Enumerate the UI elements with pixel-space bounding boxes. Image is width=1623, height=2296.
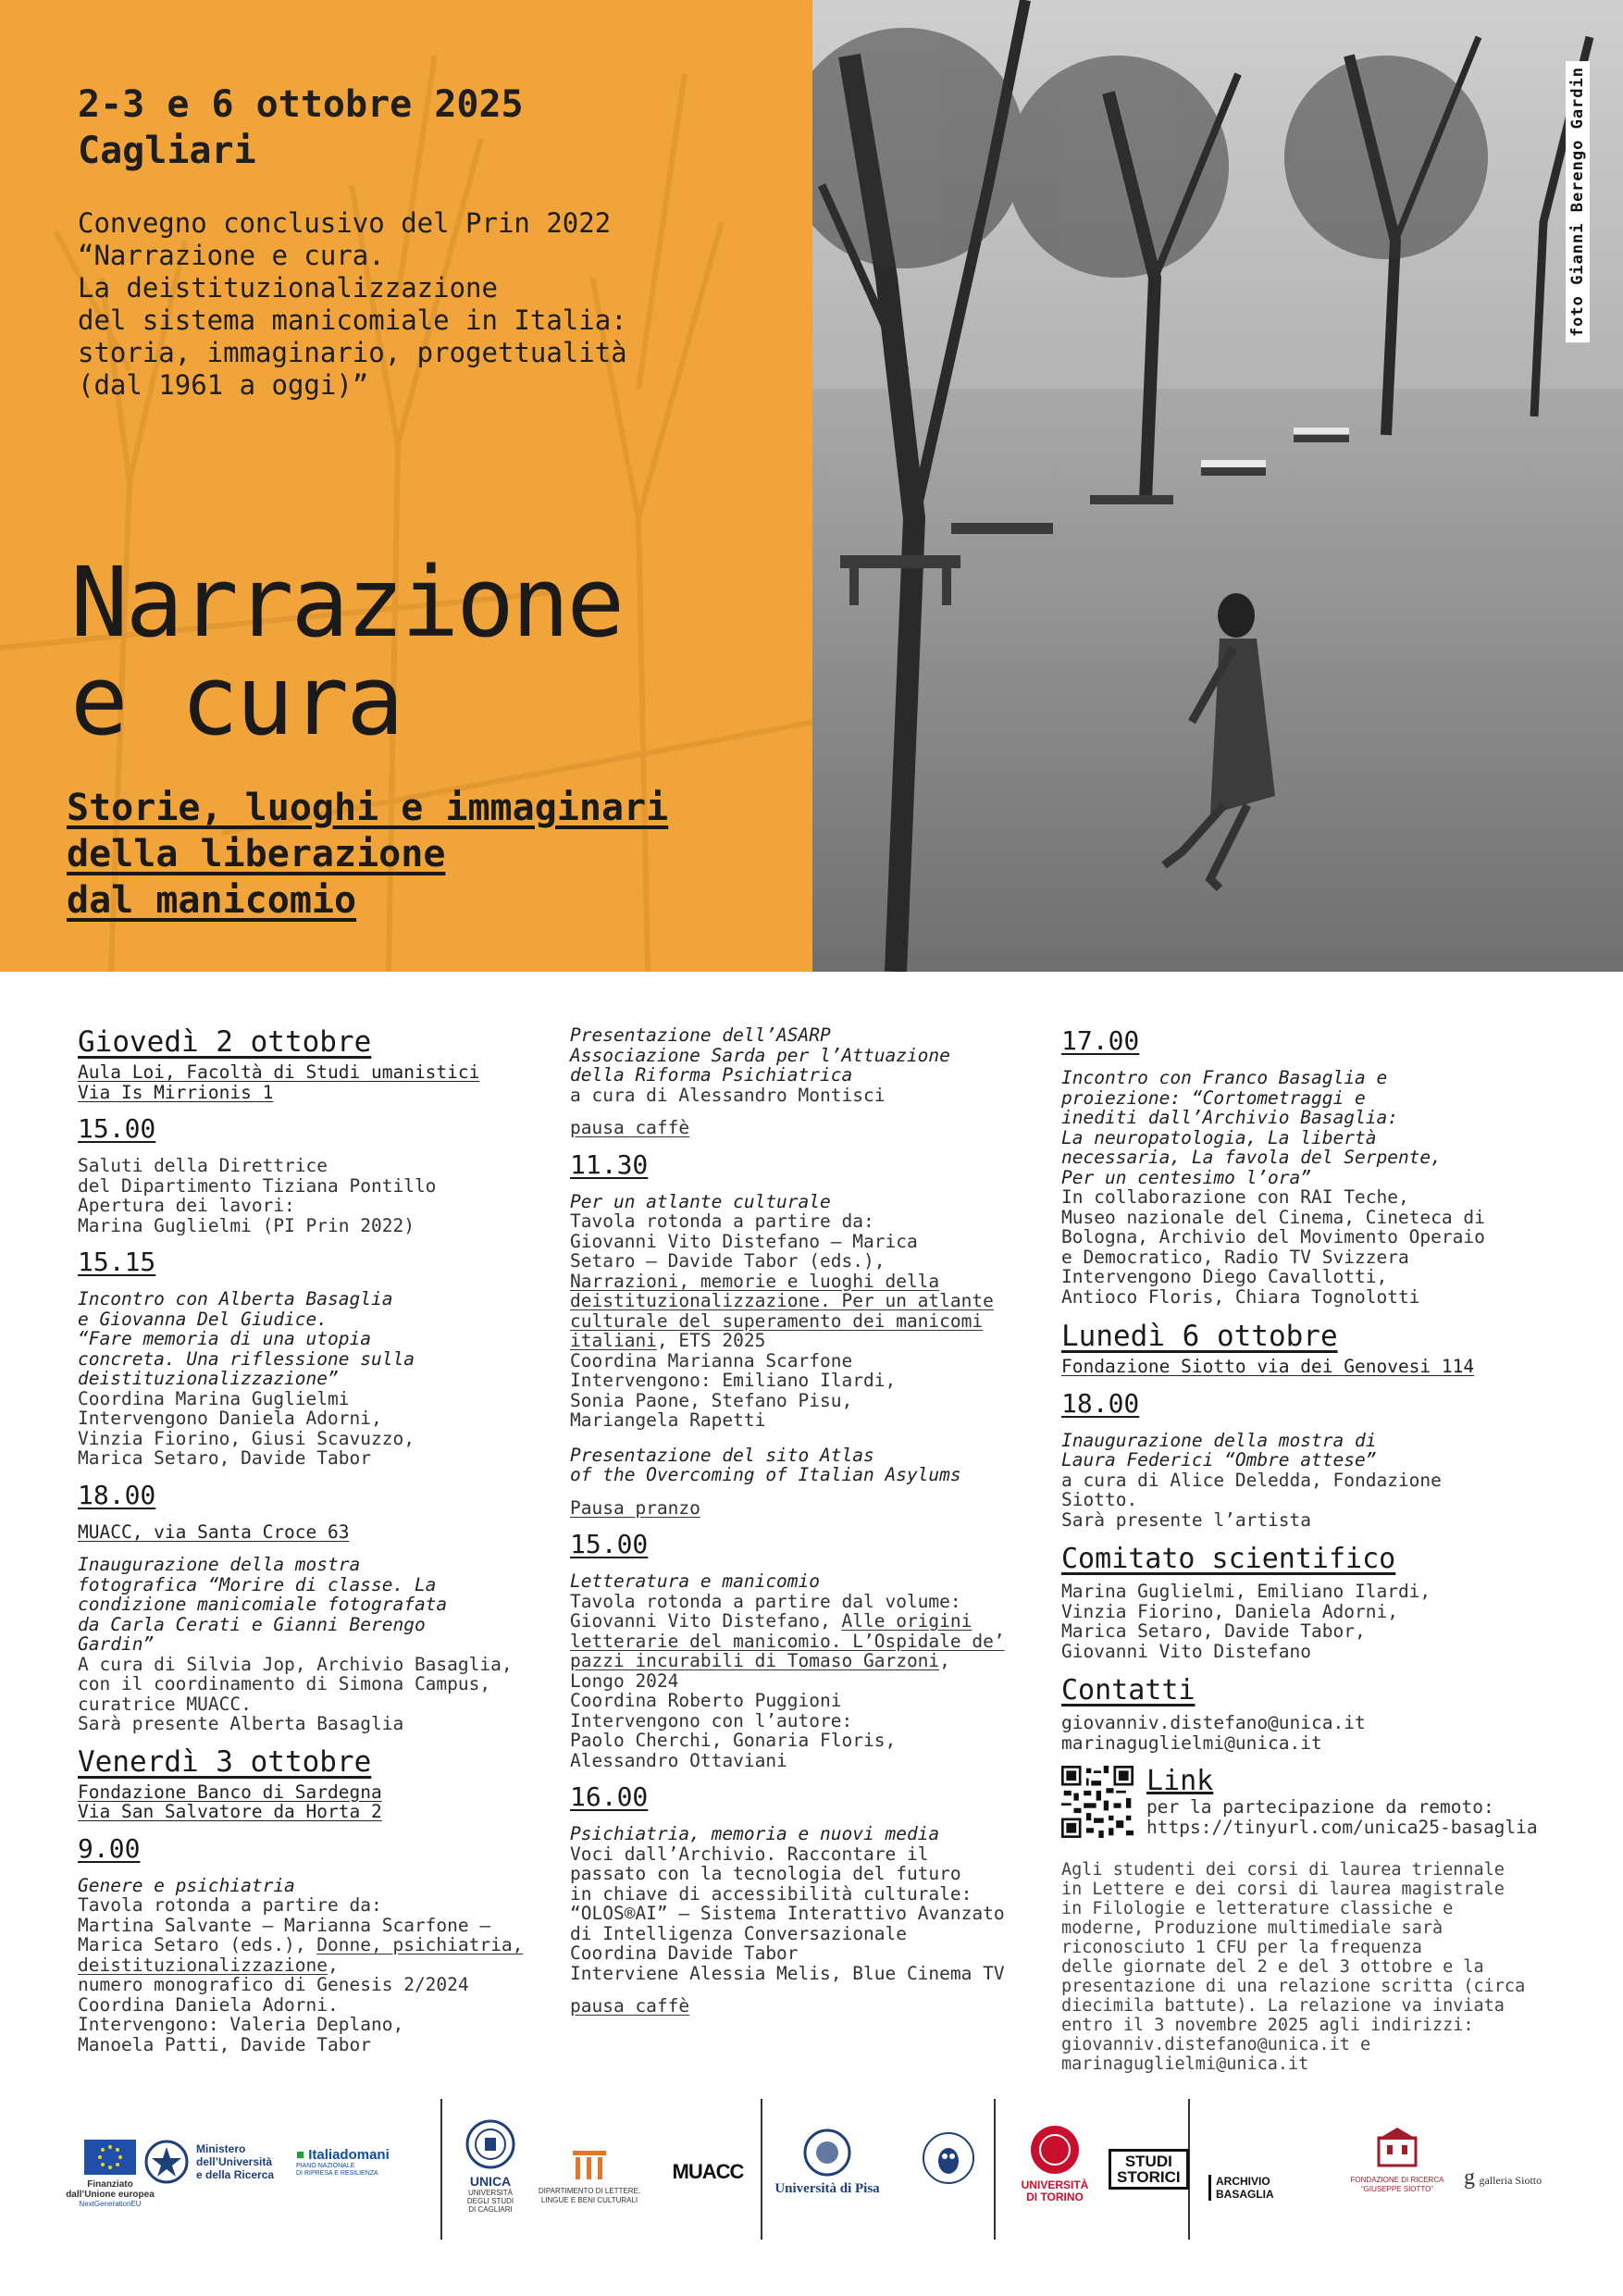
session-title: Presentazione dell’ASARP Associazione Sarda per l’Attuazione della Riforma Psichiatrica — [570, 1024, 950, 1086]
session-text: Voci dall’Archivio. Raccontare il passato con la tecnologia del futuro in chiave di accessibilità culturale: “OLOS®AI” – Sistema Interattivo Avanzato di Intelligenza Conversazionale Coordina Davide Tabor Interviene Alessia Melis, Blue Cinema TV — [570, 1843, 1005, 1984]
torino-label: UNIVERSITÀ DI TORINO — [1021, 2178, 1089, 2203]
hero-text-block — [78, 81, 799, 402]
pisa-logo — [772, 2128, 883, 2197]
siotto-label: FONDAZIONE DI RICERCA “GIUSEPPE SIOTTO” — [1350, 2176, 1444, 2193]
session-title: Per un atlante culturale — [570, 1190, 831, 1212]
remote-link-block — [1146, 1766, 1538, 1837]
session-text: A cura di Silvia Jop, Archivio Basaglia, con il coordinamento di Simona Campus, curatrice MUACC. Sarà presente Alberta Basaglia — [78, 1653, 513, 1734]
divider — [761, 2099, 762, 2240]
session-text — [570, 1211, 1051, 1431]
session-title: Inaugurazione della mostra di Laura Federici “Ombre attese” — [1061, 1429, 1377, 1471]
session-text: Coordina Marina Guglielmi Intervengono Daniela Adorni, Vinzia Fiorino, Giusi Scavuzzo, Marica Setaro, Davide Tabor — [78, 1387, 415, 1469]
session-text: In collaborazione con RAI Teche, Museo nazionale del Cinema, Cineteca di Bologna, Archivio del Movimento Operaio e Democratico, Radio TV Svizzera Intervengono Diego Cavallotti, Antioco Floris, Chiara Tognolotti — [1061, 1186, 1485, 1308]
muacc-logo — [666, 2160, 750, 2184]
time-1500: 15.00 — [570, 1529, 649, 1559]
eu-label: Finanziato dall’Unione europea — [66, 2179, 155, 2200]
torino-seal-icon — [1030, 2125, 1080, 2175]
session-text: Saluti della Direttrice del Dipartimento Tiziana Pontillo Apertura dei lavori: Marina Guglielmi (PI Prin 2022) — [78, 1155, 437, 1236]
mur-logo — [144, 2140, 283, 2184]
program-column-2 — [570, 1025, 1051, 2017]
italiadomani-sublabel: PIANO NAZIONALE DI RIPRESA E RESILIENZA — [296, 2163, 378, 2177]
session-text: a cura di Alessandro Montisci — [570, 1084, 886, 1106]
remote-link-row — [1061, 1766, 1561, 1838]
orange-panel — [0, 0, 812, 972]
hero-banner — [0, 0, 1623, 972]
remote-link-url[interactable]: per la partecipazione da remoto: https://tinyurl.com/unica25-basaglia — [1146, 1796, 1538, 1838]
archivio-basaglia-label: ARCHIVIO BASAGLIA — [1208, 2175, 1329, 2201]
photo-credit: foto Gianni Berengo Gardin — [1566, 61, 1590, 342]
time-1800: 18.00 — [78, 1479, 156, 1510]
session-text-part: Tavola rotonda a partire da: Giovanni Vito Distefano – Marica Setaro – Davide Tabor (eds.), — [570, 1210, 918, 1272]
unica-label: UNICA — [469, 2174, 512, 2189]
siotto-building-icon — [1374, 2125, 1420, 2171]
session-text — [78, 1895, 559, 2054]
book-title-link: Donne, psichiatria, deistituzionalizzazione — [78, 1934, 524, 1976]
convegno-description: Convegno conclusivo del Prin 2022 “Narrazione e cura. La deistituzionalizzazione del sistema manicomiale in Italia: storia, immaginario, progettualità (dal 1961 a oggi)” — [78, 207, 627, 401]
session-text-part: , numero monografico di Genesis 2/2024 Coordina Daniela Adorni. Intervengono: Valeria Deplano, Manoela Patti, Davide Tabor — [78, 1954, 469, 2055]
comitato-heading: Comitato scientifico — [1061, 1543, 1396, 1575]
session-title: Incontro con Alberta Basaglia e Giovanna Del Giudice. “Fare memoria di una utopia concreta. Una riflessione sulla deistituzionalizzazione” — [78, 1288, 415, 1389]
session-text — [570, 1592, 1051, 1771]
session-title: Inaugurazione della mostra fotografica “Morire di classe. La condizione manicomiale fotografata da Carla Cerati e Gianni Berengo Gardin” — [78, 1554, 448, 1655]
session-title: Letteratura e manicomio — [570, 1570, 821, 1592]
fondazione-siotto-logo — [1332, 2125, 1462, 2194]
time-0900: 9.00 — [78, 1832, 141, 1864]
event-dates: 2-3 e 6 ottobre 2025 Cagliari — [78, 83, 524, 172]
galleria-label: galleria Siotto — [1479, 2174, 1542, 2187]
owl-seal-logo — [916, 2130, 981, 2191]
venue-banco-sardegna: Fondazione Banco di Sardegna Via San Salvatore da Horta 2 — [78, 1781, 382, 1822]
galleria-siotto-logo — [1464, 2166, 1566, 2191]
comitato-members: Marina Guglielmi, Emiliano Ilardi, Vinzia Fiorino, Daniela Adorni, Marica Setaro, Davide Tabor, Giovanni Vito Distefano — [1061, 1581, 1431, 1662]
contact-emails[interactable]: giovanniv.distefano@unica.it marinaguglielmi@unica.it — [1061, 1712, 1366, 1754]
lunch-break: Pausa pranzo — [570, 1496, 700, 1519]
dipartimento-label: DIPARTIMENTO DI LETTERE, LINGUE E BENI CULTURALI — [538, 2187, 641, 2204]
day-heading-friday: Venerdì 3 ottobre — [78, 1744, 372, 1779]
venue-aula-loi: Aula Loi, Facoltà di Studi umanistici Via Is Mirrionis 1 — [78, 1061, 480, 1103]
coffee-break: pausa caffè — [570, 1117, 690, 1138]
time-1700: 17.00 — [1061, 1025, 1140, 1056]
italiadomani-label — [296, 2147, 407, 2163]
qr-code-icon[interactable] — [1061, 1766, 1134, 1838]
torino-logo — [1018, 2125, 1092, 2203]
eu-flag-icon — [84, 2140, 136, 2175]
day-heading-monday: Lunedì 6 ottobre — [1061, 1320, 1338, 1353]
time-1500: 15.00 — [78, 1113, 156, 1144]
muacc-label: MUACC — [672, 2160, 744, 2183]
park-photo-illustration — [812, 0, 1623, 972]
unica-logo — [453, 2119, 527, 2214]
time-1515: 15.15 — [78, 1247, 156, 1277]
session-text-part: Tavola rotonda a partire dal volume: Giovanni Vito Distefano, — [570, 1590, 961, 1632]
link-heading: Link — [1146, 1765, 1214, 1797]
time-1600: 16.00 — [570, 1781, 649, 1812]
program-column-3 — [1061, 1025, 1561, 2074]
owl-seal-icon — [921, 2130, 976, 2186]
republic-emblem-icon — [144, 2140, 189, 2184]
studi-storici-logo — [1109, 2149, 1183, 2190]
dipartimento-logo — [529, 2149, 650, 2205]
book-title-link: Alle origini letterarie del manicomio. L’Ospidale de’ pazzi incurabili di Tomaso Garzoni — [570, 1610, 1005, 1671]
session-text: a cura di Alice Deledda, Fondazione Siotto. Sarà presente l’artista — [1061, 1469, 1442, 1531]
session-title: Psichiatria, memoria e nuovi media — [570, 1823, 940, 1844]
program-column-1 — [78, 1025, 559, 2054]
studi-storici-label: STUDI STORICI — [1109, 2149, 1189, 2190]
book-title-link: Narrazioni, memorie e luoghi della deistituzionalizzazione. Per un atlante culturale del superamento dei manicomi italiani — [570, 1270, 994, 1351]
unica-sublabel: UNIVERSITÀ DEGLI STUDI DI CAGLIARI — [466, 2189, 514, 2214]
italiadomani-text: Italiadomani — [308, 2147, 390, 2163]
mur-label: Ministero dell’Università e della Ricerca — [196, 2142, 275, 2181]
columns-icon — [571, 2149, 608, 2182]
cfu-note: Agli studenti dei corsi di laurea triennale in Lettere e dei corsi di laurea magistrale in Filologie e letterature classiche e moderne, Produzione multimediale sarà riconosciuto 1 CFU per la frequenza delle giornate del 2 e del 3 ottobre e la presentazione di una relazione scritta (circa diecimila battute). La relazione va inviata entro il 3 novembre 2025 agli indirizzi: giovanniv.distefano@unica.it e marinaguglielmi@unica.it — [1061, 1860, 1526, 2074]
unica-seal-icon — [465, 2119, 515, 2169]
venue-muacc: MUACC, via Santa Croce 63 — [78, 1520, 350, 1543]
time-1800: 18.00 — [1061, 1387, 1140, 1419]
eu-sublabel: NextGenerationEU — [79, 2200, 142, 2208]
session-title: Genere e psichiatria — [78, 1874, 295, 1896]
pisa-label: Università di Pisa — [774, 2181, 880, 2196]
session-text-part: , Longo 2024 Coordina Roberto Puggioni Intervengono con l’autore: Paolo Cherchi, Gonaria Floris, Alessandro Ottaviani — [570, 1650, 950, 1771]
session-title: Incontro con Franco Basaglia e proiezione: “Cortometraggi e inediti dall’Archivio Basaglia: La neuropatologia, La libertà necessaria, La favola del Serpente, Per un centesimo l’ora” — [1061, 1067, 1442, 1188]
coffee-break: pausa caffè — [570, 1995, 690, 2017]
session-text-part: Tavola rotonda a partire da: Martina Salvante – Marianna Scarfone – Marica Setaro (eds.), — [78, 1894, 491, 1955]
galleria-g-icon: g — [1464, 2166, 1475, 2190]
contatti-heading: Contatti — [1061, 1674, 1196, 1706]
venue-fondazione-siotto: Fondazione Siotto via dei Genovesi 114 — [1061, 1356, 1475, 1377]
divider — [440, 2099, 442, 2240]
italiadomani-logo — [296, 2147, 407, 2178]
time-1130: 11.30 — [570, 1148, 649, 1180]
day-heading-thursday: Giovedì 2 ottobre — [78, 1025, 372, 1059]
page-subtitle: Storie, luoghi e immaginari della liberazione dal manicomio — [67, 787, 669, 922]
session-title: Presentazione del sito Atlas of the Overcoming of Italian Asylums — [570, 1444, 961, 1485]
session-text-part: , ETS 2025 Coordina Marianna Scarfone Intervengono: Emiliano Ilardi, Sonia Paone, Stefano Pisu, Mariangela Rapetti — [570, 1330, 897, 1431]
divider — [994, 2099, 996, 2240]
hero-photo — [812, 0, 1623, 972]
page-title: Narrazione e cura — [70, 546, 623, 757]
italy-flag-icon: ■ — [296, 2147, 305, 2163]
archivio-basaglia-logo — [1208, 2175, 1329, 2201]
pisa-seal-icon — [803, 2128, 851, 2177]
